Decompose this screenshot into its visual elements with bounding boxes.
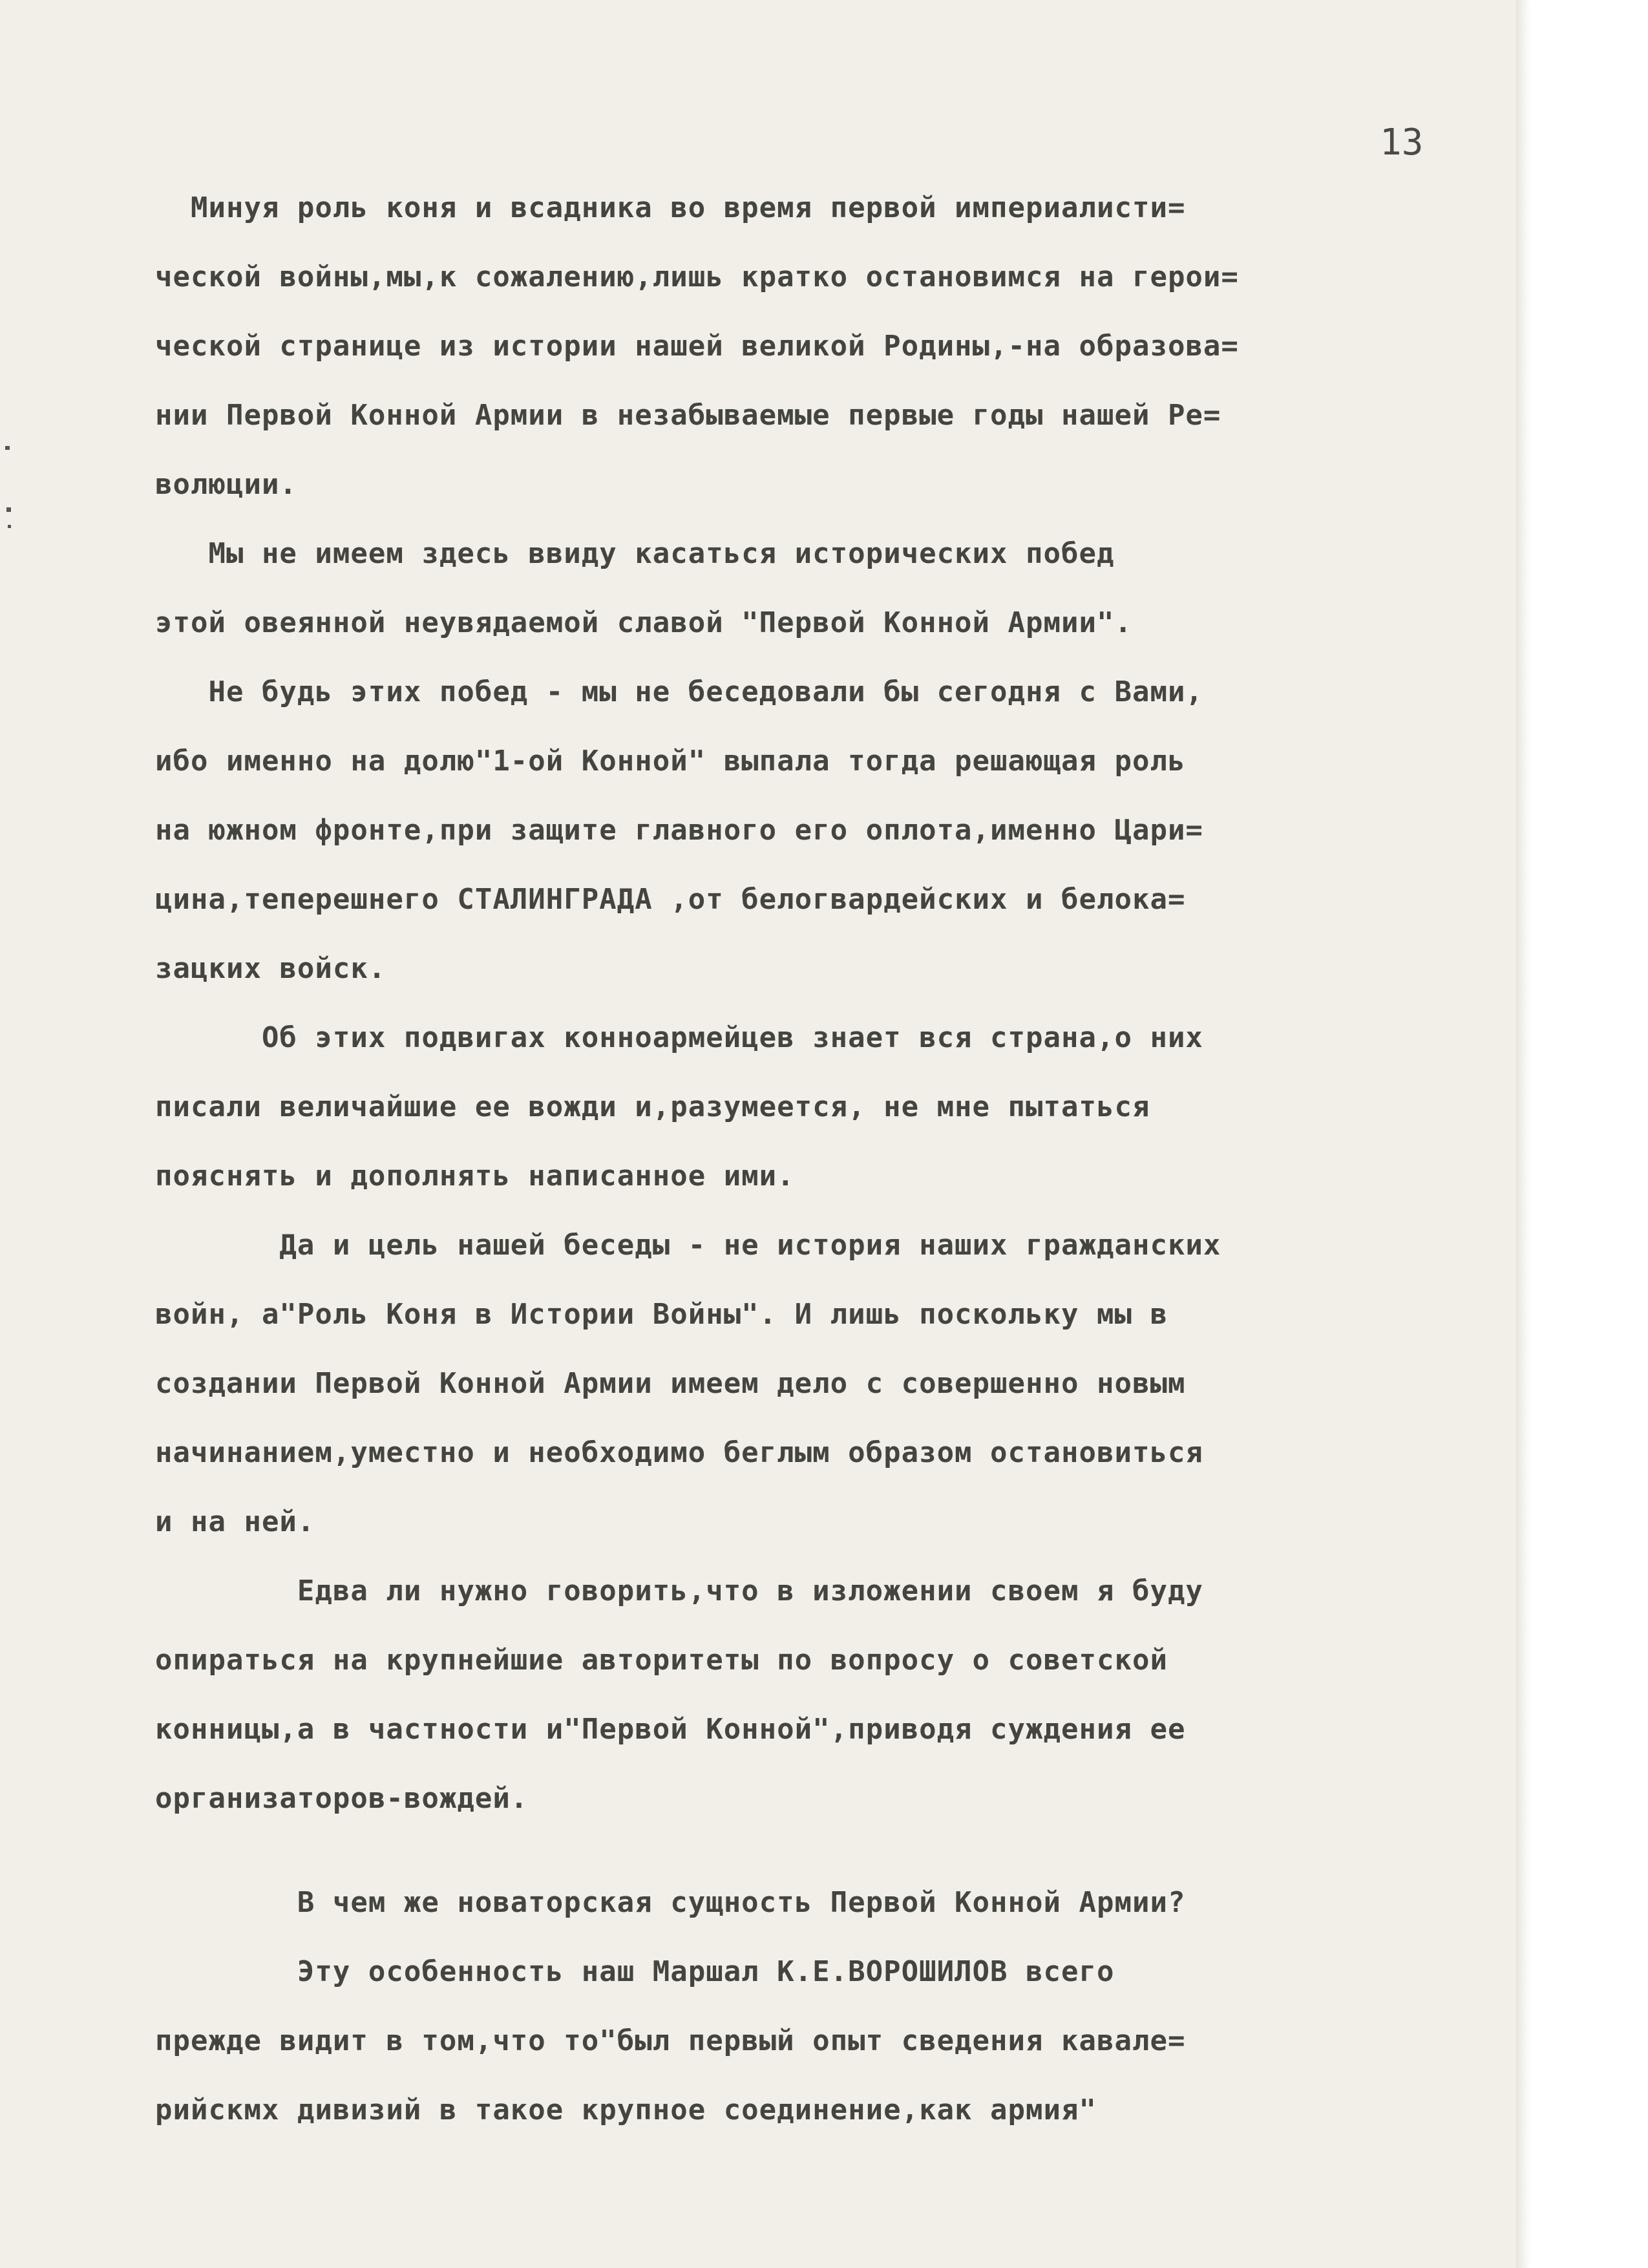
text-line: Эту особенность наш Маршал К.Е.ВОРОШИЛОВ всего bbox=[155, 1955, 1115, 1988]
text-line: ческой странице из истории нашей великой Родины,-на образова= bbox=[155, 330, 1239, 363]
text-line: писали величайшие ее вожди и,разумеется, не мне пытаться bbox=[155, 1090, 1150, 1123]
page-edge bbox=[1516, 0, 1528, 2268]
text-line: этой овеянной неувядаемой славой "Первой Конной Армии". bbox=[155, 606, 1132, 639]
text-line: организаторов-вождей. bbox=[155, 1782, 529, 1815]
typewritten-text bbox=[155, 173, 1461, 2145]
text-line: опираться на крупнейшие авторитеты по вопросу о советской bbox=[155, 1644, 1168, 1677]
blank-line bbox=[155, 1833, 1461, 1868]
margin-mark bbox=[5, 446, 10, 450]
text-line: Да и цель нашей беседы - не история наших гражданских bbox=[155, 1229, 1221, 1262]
text-line: Мы не имеем здесь ввиду касаться исторических побед bbox=[155, 537, 1115, 570]
text-line: ческой войны,мы,к сожалению,лишь кратко остановимся на герои= bbox=[155, 260, 1239, 293]
text-line: рийскмх дивизий в такое крупное соединение,как армия" bbox=[155, 2093, 1097, 2126]
text-line: на южном фронте,при защите главного его оплота,именно Цари= bbox=[155, 814, 1203, 847]
text-line: цина,теперешнего СТАЛИНГРАДА ,от белогвардейских и белока= bbox=[155, 883, 1186, 916]
text-line: пояснять и дополнять написанное ими. bbox=[155, 1160, 795, 1192]
text-line: зацких войск. bbox=[155, 952, 386, 985]
margin-mark bbox=[6, 507, 11, 512]
text-line: начинанием,уместно и необходимо беглым образом остановиться bbox=[155, 1436, 1203, 1469]
page-number: 13 bbox=[1380, 122, 1424, 164]
text-line: Минуя роль коня и всадника во время первой империалисти= bbox=[155, 191, 1186, 224]
text-line: Об этих подвигах конноармейцев знает вся страна,о них bbox=[155, 1021, 1203, 1054]
text-line: Едва ли нужно говорить,что в изложении своем я буду bbox=[155, 1574, 1203, 1607]
text-line: нии Первой Конной Армии в незабываемые первые годы нашей Ре= bbox=[155, 399, 1221, 432]
text-line: создании Первой Конной Армии имеем дело с совершенно новым bbox=[155, 1367, 1186, 1400]
text-line: волюции. bbox=[155, 468, 297, 501]
text-line: и на ней. bbox=[155, 1505, 315, 1538]
margin-mark bbox=[8, 525, 11, 528]
text-line: прежде видит в том,что то"был первый опыт сведения кавале= bbox=[155, 2024, 1186, 2057]
text-line: конницы,а в частности и"Первой Конной",приводя суждения ее bbox=[155, 1713, 1186, 1746]
text-line: В чем же новаторская сущность Первой Конной Армии? bbox=[155, 1886, 1186, 1919]
text-line: Не будь этих побед - мы не беседовали бы сегодня с Вами, bbox=[155, 675, 1203, 708]
text-line: ибо именно на долю"1-ой Конной" выпала тогда решающая роль bbox=[155, 745, 1186, 778]
text-line: войн, а"Роль Коня в Истории Войны". И лишь поскольку мы в bbox=[155, 1298, 1168, 1331]
